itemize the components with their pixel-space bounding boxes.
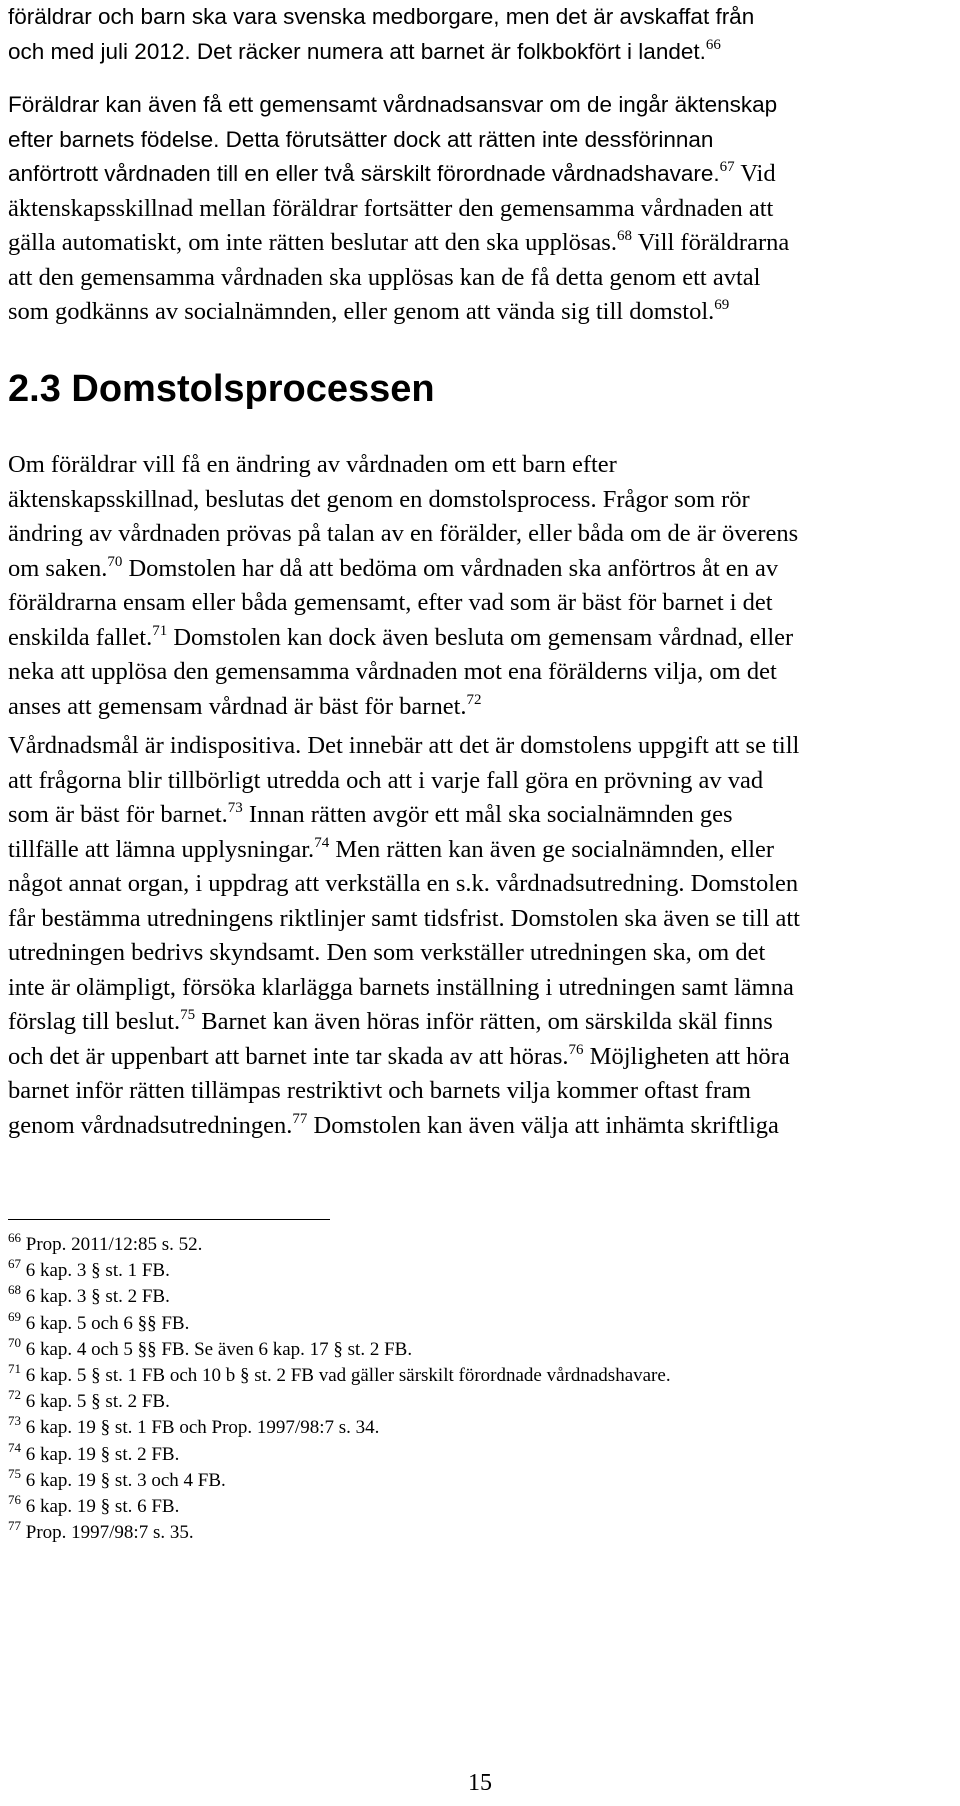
- footnote-ref-68[interactable]: 68: [616, 228, 632, 244]
- paragraph-2-sentence-1: Föräldrar kan även få ett gemensamt vårdnadsansvar om de ingår äktenskap efter barnets födelse. Detta förutsätter dock att rätten inte dessförinnan anförtrott vårdnaden till en eller två särskilt förordnade vårdnadshavare.: [8, 92, 778, 186]
- paragraph-3-sentence-3: Domstolen kan dock även besluta om gemensam vårdnad, eller neka att upplösa den gemensamma vårdnaden mot ena förälderns vilja, om det anses att gemensam vårdnad är bäst för barnet.: [8, 623, 794, 720]
- footnote-69: [8, 1308, 948, 1337]
- paragraph-4-sentence-6: Domstolen kan även välja att inhämta skriftliga: [313, 1111, 779, 1139]
- footnote-number: 70: [8, 1334, 21, 1350]
- footnote-68: [8, 1284, 948, 1310]
- paragraph-2: [8, 88, 798, 330]
- footnote-66: [8, 1232, 948, 1258]
- paragraph-2-sentence-2: Vid äktenskapsskillnad mellan föräldrar fortsätter den gemensamma vårdnaden att gälla automatiskt, om inte rätten beslutar att den ska upplösas.: [8, 160, 776, 256]
- footnote-number: 75: [8, 1465, 21, 1481]
- footnote-76: [8, 1494, 948, 1520]
- footnote-text: 6 kap. 19 § st. 1 FB och Prop. 1997/98:7 s. 34.: [25, 1417, 380, 1439]
- paragraph-1: [8, 0, 948, 69]
- footnote-text: 6 kap. 19 § st. 3 och 4 FB.: [25, 1469, 226, 1491]
- paragraph-1-line-2: och med juli 2012. Det räcker numera att barnet är folkbokfört i landet.: [8, 38, 706, 64]
- footnote-67: [8, 1258, 948, 1284]
- footnote-75: [8, 1465, 948, 1494]
- footnote-number: 71: [8, 1361, 21, 1377]
- footnote-text: Prop. 2011/12:85 s. 52.: [25, 1234, 203, 1255]
- footnote-74: [8, 1439, 948, 1468]
- footnote-number: 67: [8, 1256, 21, 1272]
- paragraph-2-sentence-3: Vill föräldrarna att den gemensamma vårdnaden ska upplösas kan de få detta genom ett avtal som godkänns av socialnämnden, eller genom att vända sig till domstol.: [8, 229, 790, 325]
- paragraph-4: [8, 729, 808, 1143]
- footnote-71: [8, 1363, 948, 1389]
- footnote-text: 6 kap. 5 § st. 1 FB och 10 b § st. 2 FB vad gäller särskilt förordnade vårdnadshavare.: [25, 1365, 671, 1387]
- footnote-number: 69: [8, 1308, 21, 1324]
- footnote-text: 6 kap. 5 § st. 2 FB.: [25, 1391, 170, 1413]
- paragraph-4-sentence-3: Men rätten kan även ge socialnämnden, eller något annat organ, i uppdrag att verkställa en s.k. vårdnadsutredning. Domstolen får bestämma utredningens riktlinjer samt tidsfrist. Domstolen ska även se till att utredningen bedrivs skyndsamt. Den som verkställer utredningen ska, om det inte är olämpligt, försöka klarlägga barnets inställning i utredningen samt lämna förslag till beslut.: [8, 835, 800, 1035]
- footnote-ref-76[interactable]: 76: [568, 1041, 584, 1058]
- footnote-72: [8, 1389, 948, 1415]
- footnote-70: [8, 1334, 948, 1363]
- footnote-number: 74: [8, 1439, 21, 1455]
- paragraph-3: [8, 448, 808, 724]
- footnote-text: 6 kap. 19 § st. 6 FB.: [25, 1496, 180, 1518]
- footnote-ref-69[interactable]: 69: [714, 297, 730, 313]
- footnote-ref-75[interactable]: 75: [180, 1007, 196, 1023]
- footnote-text: 6 kap. 5 och 6 §§ FB.: [25, 1312, 190, 1334]
- footnote-separator: [8, 1219, 330, 1220]
- footnote-73: [8, 1415, 948, 1441]
- paragraph-3-sentence-2: Domstolen har då att bedöma om vårdnaden ska anförtros åt en av föräldrarna ensam eller båda gemensamt, efter vad som är bäst för barnet i det enskilda fallet.: [8, 554, 779, 651]
- footnote-77: [8, 1520, 948, 1546]
- footnote-text: 6 kap. 3 § st. 2 FB.: [25, 1286, 170, 1308]
- footnote-number: 77: [8, 1518, 21, 1534]
- footnote-text: 6 kap. 3 § st. 1 FB.: [25, 1260, 170, 1282]
- footnote-ref-73[interactable]: 73: [227, 800, 243, 816]
- footnote-text: 6 kap. 19 § st. 2 FB.: [25, 1443, 180, 1465]
- paragraph-4-sentence-4: Barnet kan även höras inför rätten, om särskilda skäl finns och det är uppenbart att barnet inte tar skada av att höras.: [8, 1008, 773, 1070]
- footnote-ref-72[interactable]: 72: [466, 691, 482, 708]
- footnote-ref-71[interactable]: 71: [152, 622, 168, 639]
- paragraph-4-sentence-2: Innan rätten avgör ett mål ska socialnämnden ges tillfälle att lämna upplysningar.: [8, 801, 733, 863]
- footnote-text: 6 kap. 4 och 5 §§ FB. Se även 6 kap. 17 § st. 2 FB.: [25, 1338, 413, 1360]
- paragraph-3-sentence-1: Om föräldrar vill få en ändring av vårdnaden om ett barn efter äktenskapsskillnad, beslutas det genom en domstolsprocess. Frågor som rör ändring av vårdnaden prövas på talan av en förälder, eller båda om de är överens om saken.: [8, 451, 799, 582]
- footnote-ref-70[interactable]: 70: [107, 553, 123, 570]
- footnote-text: Prop. 1997/98:7 s. 35.: [25, 1522, 194, 1544]
- paragraph-4-sentence-1: Vårdnadsmål är indispositiva. Det innebär att det är domstolens uppgift att se till att frågorna blir tillbörligt utredda och att i varje fall göra en prövning av vad som är bäst för barnet.: [8, 732, 800, 828]
- paragraph-1-line-1: föräldrar och barn ska vara svenska medborgare, men det är avskaffat från: [8, 4, 755, 29]
- section-heading: 2.3 Domstolsprocessen: [8, 368, 435, 410]
- paragraph-4-sentence-5: Möjligheten att höra barnet inför rätten tillämpas restriktivt och barnets vilja kommer oftast fram genom vårdnadsutredningen.: [8, 1042, 790, 1139]
- footnote-number: 68: [8, 1282, 21, 1298]
- footnote-number: 72: [8, 1387, 21, 1403]
- footnote-ref-77[interactable]: 77: [292, 1110, 308, 1127]
- footnote-ref-66[interactable]: 66: [705, 36, 721, 53]
- footnote-number: 66: [8, 1230, 21, 1245]
- footnote-ref-67[interactable]: 67: [719, 159, 735, 175]
- footnotes: [8, 1232, 948, 1546]
- footnote-number: 73: [8, 1413, 21, 1429]
- footnote-ref-74[interactable]: 74: [314, 834, 330, 851]
- page-number: 15: [468, 1770, 492, 1796]
- footnote-number: 76: [8, 1492, 21, 1508]
